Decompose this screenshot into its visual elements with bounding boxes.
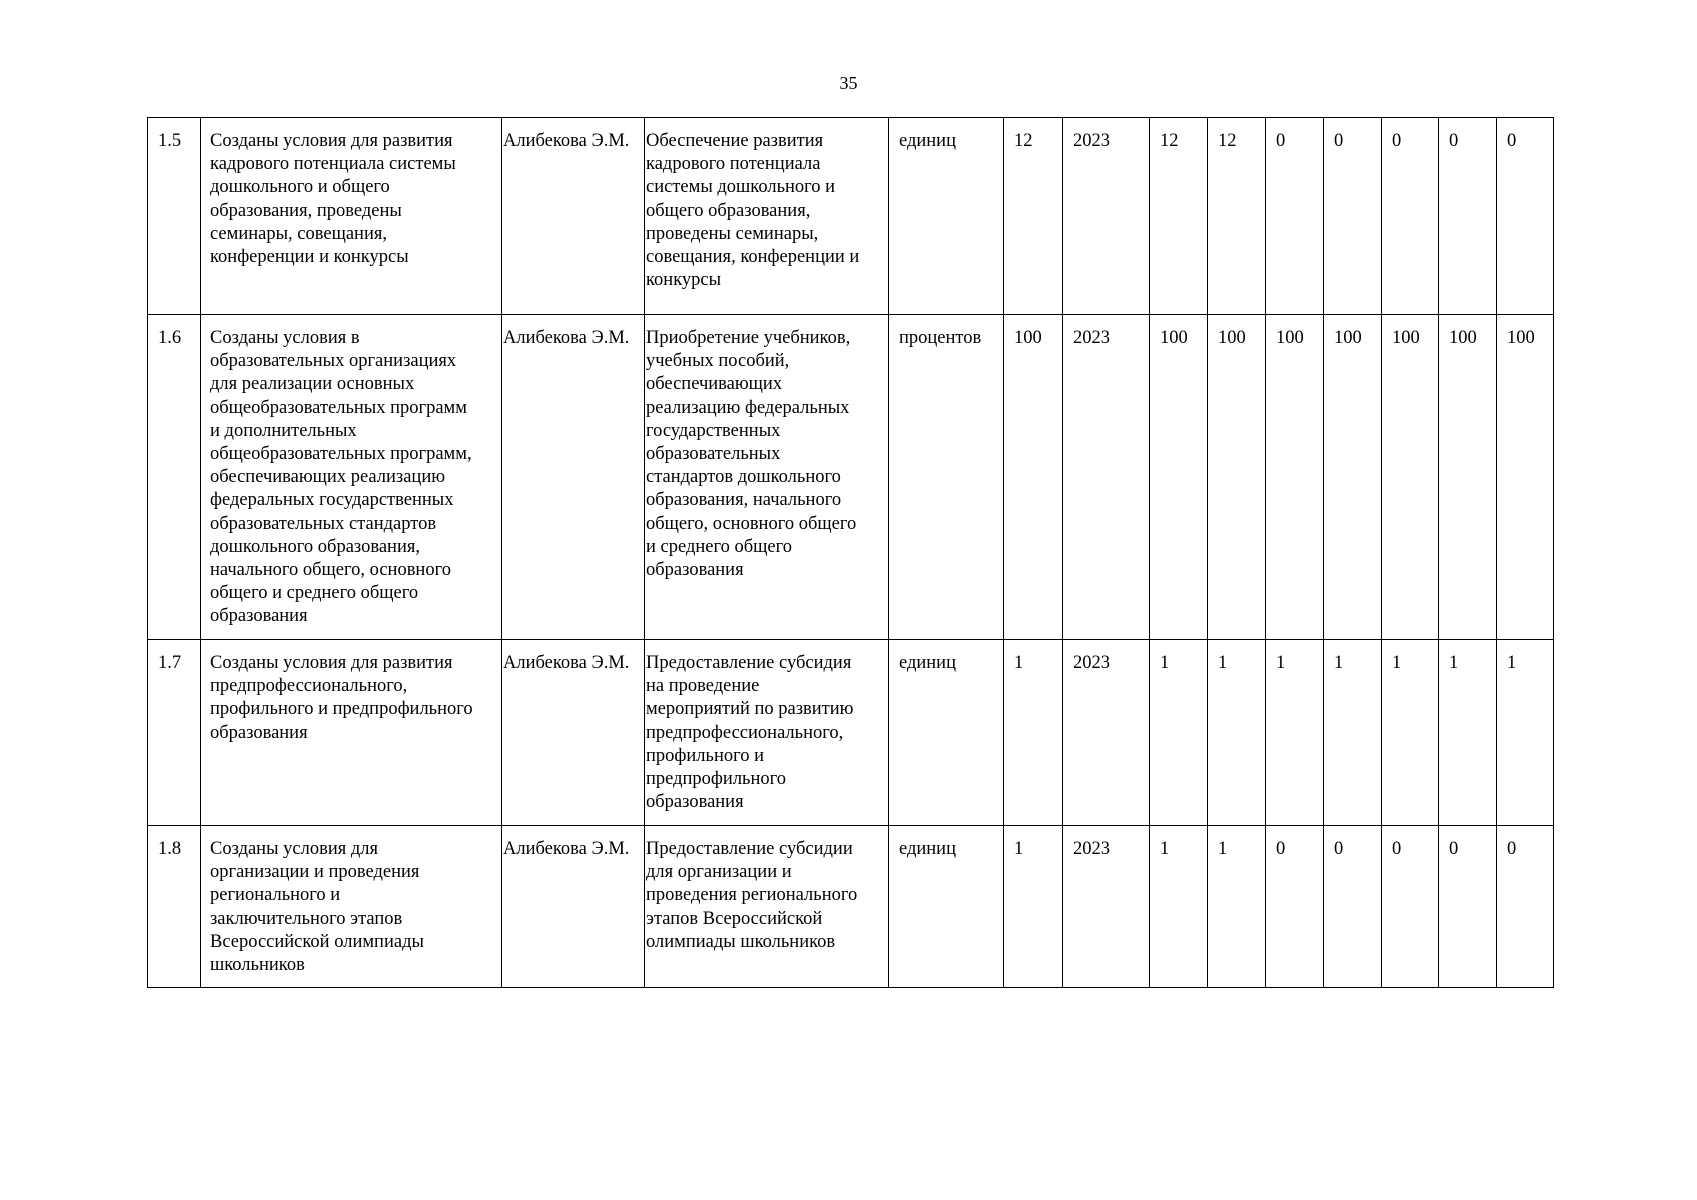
row-value: 0 [1382, 826, 1439, 988]
row-number: 1.8 [148, 826, 201, 988]
row-base-year: 2023 [1063, 640, 1150, 826]
row-value: 1 [1439, 640, 1497, 826]
row-value: 1 [1208, 826, 1266, 988]
row-value: 0 [1497, 826, 1554, 988]
row-value: 0 [1439, 826, 1497, 988]
table-row [148, 826, 1554, 988]
row-value: 0 [1324, 826, 1382, 988]
row-value: 0 [1266, 826, 1324, 988]
row-value: 1 [1208, 640, 1266, 826]
row-description: Предоставление субсидии для организации и проведения регионального этапов Всероссийской олимпиады школьников [645, 826, 889, 988]
row-value: 100 [1439, 315, 1497, 640]
row-responsible: Алибекова Э.М. [502, 640, 645, 826]
row-value: 0 [1266, 118, 1324, 315]
page-number: 35 [839, 73, 858, 93]
table-row [148, 118, 1554, 315]
row-value: 1 [1150, 826, 1208, 988]
row-number: 1.6 [148, 315, 201, 640]
row-value: 1 [1266, 640, 1324, 826]
row-value: 1 [1497, 640, 1554, 826]
row-value: 0 [1382, 118, 1439, 315]
table-body [148, 118, 1554, 988]
row-result-title: Созданы условия для организации и проведения регионального и заключительного этапов Всероссийской олимпиады школьников [201, 826, 502, 988]
row-base-value: 1 [1004, 640, 1063, 826]
row-base-value: 1 [1004, 826, 1063, 988]
row-result-title: Созданы условия для развития кадрового потенциала системы дошкольного и общего образования, проведены семинары, совещания, конференции и конкурсы [201, 118, 502, 315]
row-value: 100 [1266, 315, 1324, 640]
table-row [148, 315, 1554, 640]
row-unit: единиц [889, 640, 1004, 826]
indicators-table [147, 117, 1554, 988]
row-base-value: 100 [1004, 315, 1063, 640]
row-unit: процентов [889, 315, 1004, 640]
row-base-value: 12 [1004, 118, 1063, 315]
row-result-title: Созданы условия для развития предпрофессионального, профильного и предпрофильного образования [201, 640, 502, 826]
row-value: 100 [1382, 315, 1439, 640]
row-base-year: 2023 [1063, 826, 1150, 988]
row-unit: единиц [889, 118, 1004, 315]
row-unit: единиц [889, 826, 1004, 988]
row-value: 0 [1324, 118, 1382, 315]
row-value: 12 [1208, 118, 1266, 315]
row-value: 0 [1497, 118, 1554, 315]
row-result-title: Созданы условия в образовательных организациях для реализации основных общеобразовательных программ и дополнительных общеобразовательных программ, обеспечивающих реализацию федеральных государственных образовательных стандартов дошкольного образования, начального общего, основного общего и среднего общего образования [201, 315, 502, 640]
row-description: Предоставление субсидия на проведение мероприятий по развитию предпрофессионального, профильного и предпрофильного образования [645, 640, 889, 826]
row-description: Обеспечение развития кадрового потенциала системы дошкольного и общего образования, проведены семинары, совещания, конференции и конкурсы [645, 118, 889, 315]
row-value: 1 [1324, 640, 1382, 826]
row-base-year: 2023 [1063, 315, 1150, 640]
row-number: 1.7 [148, 640, 201, 826]
table-row [148, 640, 1554, 826]
row-value: 100 [1324, 315, 1382, 640]
row-value: 100 [1150, 315, 1208, 640]
row-value: 1 [1382, 640, 1439, 826]
row-responsible: Алибекова Э.М. [502, 118, 645, 315]
row-value: 1 [1150, 640, 1208, 826]
row-value: 0 [1439, 118, 1497, 315]
row-value: 100 [1497, 315, 1554, 640]
row-value: 100 [1208, 315, 1266, 640]
row-value: 12 [1150, 118, 1208, 315]
row-responsible: Алибекова Э.М. [502, 826, 645, 988]
row-responsible: Алибекова Э.М. [502, 315, 645, 640]
row-description: Приобретение учебников, учебных пособий, обеспечивающих реализацию федеральных государственных образовательных стандартов дошкольного образования, начального общего, основного общего и среднего общего образования [645, 315, 889, 640]
row-base-year: 2023 [1063, 118, 1150, 315]
row-number: 1.5 [148, 118, 201, 315]
